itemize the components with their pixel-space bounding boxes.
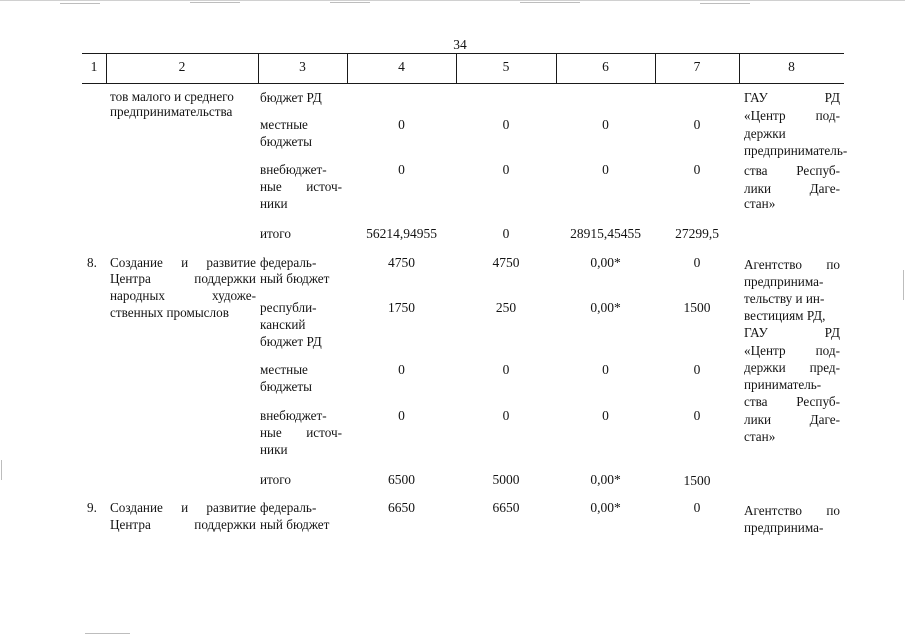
executor-line: «Центр под-	[744, 108, 840, 123]
executor-line: предпринима-	[744, 520, 824, 535]
item-description-line: ственных промыслов	[110, 305, 229, 320]
amount-col6: 28915,45455	[570, 226, 641, 241]
scan-artifact	[190, 2, 240, 3]
funding-source: ные источ-	[260, 179, 342, 194]
funding-source: внебюджет-	[260, 162, 327, 177]
amount-total: 0	[398, 162, 405, 177]
item-number: 8.	[87, 255, 97, 270]
amount-col7: 0	[693, 362, 701, 377]
scan-artifact	[1, 460, 2, 480]
funding-source: ный бюджет	[260, 517, 330, 532]
executor-line: Агентство по	[744, 257, 840, 272]
amount-col6: 0	[602, 117, 609, 132]
funding-source: федераль-	[260, 500, 317, 515]
amount-col5: 4750	[492, 255, 520, 270]
column-header-2: 2	[178, 59, 186, 74]
amount-total: 0	[398, 362, 405, 377]
funding-source: итого	[260, 472, 291, 487]
column-header-6: 6	[602, 59, 609, 74]
executor-line: «Центр под-	[744, 343, 840, 358]
executor-line: приниматель-	[744, 377, 822, 392]
funding-source: ники	[260, 196, 288, 211]
scan-artifact	[520, 2, 580, 3]
funding-source: итого	[260, 226, 291, 241]
item-description-line: Центра поддержки	[110, 271, 256, 286]
scan-artifact	[330, 2, 370, 3]
item-description-line: тов малого и среднего	[110, 89, 234, 104]
column-header-1: 1	[90, 59, 98, 74]
scan-artifact	[903, 270, 904, 300]
funding-source: республи-	[260, 300, 317, 315]
executor-line: лики Даге-	[744, 412, 840, 427]
amount-col5: 5000	[492, 472, 520, 487]
item-description-line: Центра поддержки	[110, 517, 256, 532]
executor-line: держки предприниматель-	[744, 126, 848, 158]
executor-line: ГАУ РД	[744, 325, 840, 340]
amount-col7: 1500	[683, 473, 711, 488]
funding-source: местные	[260, 362, 308, 377]
funding-source: бюджет РД	[260, 90, 322, 105]
item-number: 9.	[87, 500, 97, 515]
amount-col5: 0	[502, 408, 510, 423]
executor-line: ства Респуб-	[744, 163, 840, 178]
amount-col6: 0	[602, 408, 609, 423]
executor-line: предпринима-	[744, 274, 824, 289]
funding-source: бюджеты	[260, 379, 313, 394]
executor-line: Агентство по	[744, 503, 840, 518]
executor-line: стан»	[744, 196, 776, 211]
funding-source: местные	[260, 117, 308, 132]
item-description-line: Создание и развитие	[110, 255, 256, 270]
header-bottom-border	[82, 83, 844, 84]
amount-col5: 250	[495, 300, 517, 315]
amount-col7: 0	[693, 408, 701, 423]
funding-source: ники	[260, 442, 288, 457]
scan-artifact	[0, 0, 905, 1]
amount-col6: 0	[602, 162, 609, 177]
executor-line: ГАУ РД	[744, 90, 840, 105]
amount-total: 56214,94955	[366, 226, 437, 241]
funding-source: канский	[260, 317, 306, 332]
amount-col5: 0	[502, 362, 510, 377]
amount-total: 4750	[388, 255, 415, 270]
executor-line: лики Даге-	[744, 181, 840, 196]
amount-col5: 0	[502, 162, 510, 177]
column-header-7: 7	[693, 59, 701, 74]
amount-col5: 0	[502, 226, 510, 241]
amount-col6: 0,00*	[590, 472, 621, 487]
amount-col7: 0	[693, 255, 701, 270]
amount-total: 1750	[388, 300, 415, 315]
funding-source: бюджет РД	[260, 334, 322, 349]
amount-col7: 0	[693, 500, 701, 515]
column-header-5: 5	[502, 59, 510, 74]
funding-source: ный бюджет	[260, 271, 330, 286]
amount-col7: 0	[693, 117, 701, 132]
amount-col7: 1500	[683, 300, 711, 315]
amount-col7: 0	[693, 162, 701, 177]
amount-total: 0	[398, 408, 405, 423]
header-top-border	[82, 53, 844, 54]
funding-source: бюджеты	[260, 134, 313, 149]
column-header-8: 8	[788, 59, 795, 74]
executor-line: держки пред-	[744, 360, 840, 375]
scan-artifact	[700, 3, 750, 4]
item-description-line: Создание и развитие	[110, 500, 256, 515]
funding-source: внебюджет-	[260, 408, 327, 423]
scan-artifact	[60, 3, 100, 4]
amount-col6: 0	[602, 362, 609, 377]
amount-col5: 0	[502, 117, 510, 132]
page-number: 34	[453, 37, 467, 52]
amount-col5: 6650	[492, 500, 520, 515]
amount-col7: 27299,5	[675, 226, 719, 241]
item-description-line: народных художе-	[110, 288, 256, 303]
amount-col6: 0,00*	[590, 255, 621, 270]
executor-line: стан»	[744, 429, 776, 444]
column-header-4: 4	[398, 59, 405, 74]
scan-artifact	[85, 633, 130, 634]
amount-col6: 0,00*	[590, 500, 621, 515]
amount-total: 0	[398, 117, 405, 132]
amount-total: 6500	[388, 472, 415, 487]
executor-line: вестициям РД,	[744, 308, 826, 323]
funding-source: федераль-	[260, 255, 317, 270]
executor-line: тельству и ин-	[744, 291, 825, 306]
amount-col6: 0,00*	[590, 300, 621, 315]
amount-total: 6650	[388, 500, 415, 515]
funding-source: ные источ-	[260, 425, 342, 440]
executor-line: ства Респуб-	[744, 394, 840, 409]
column-header-3: 3	[299, 59, 306, 74]
item-description-line: предпринимательства	[110, 104, 233, 119]
